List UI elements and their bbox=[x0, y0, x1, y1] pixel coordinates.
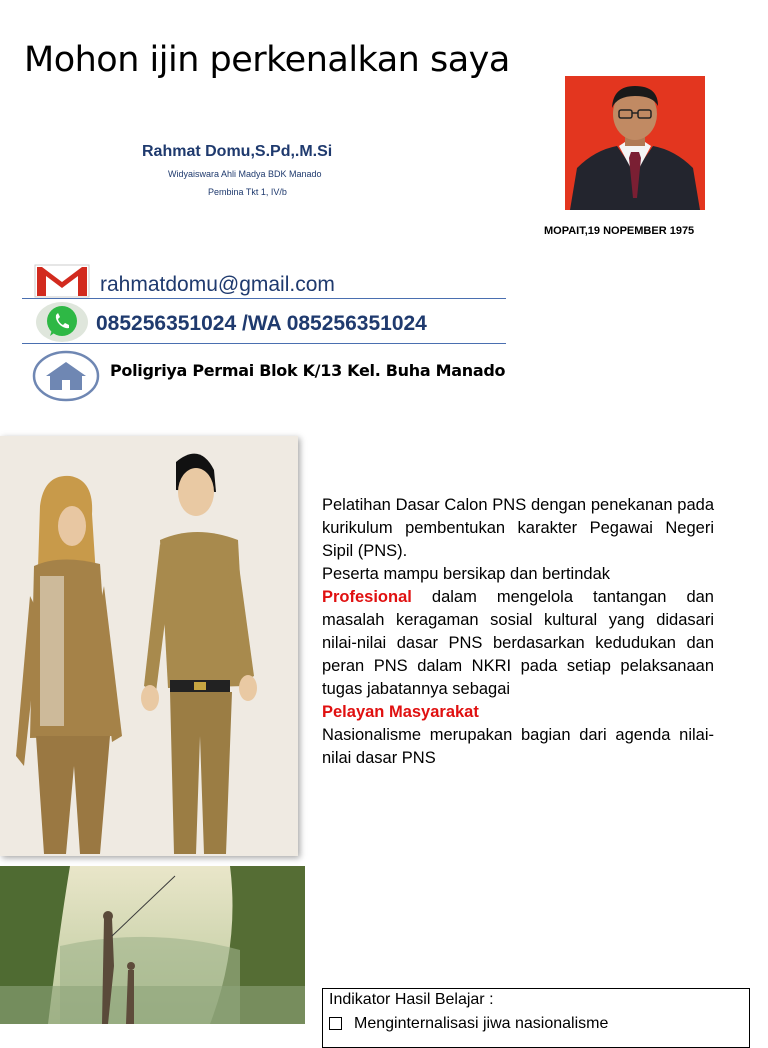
presenter-name: Rahmat Domu,S.Pd,.M.Si bbox=[142, 143, 333, 160]
highlight-profesional: Profesional bbox=[322, 588, 412, 606]
description-text bbox=[322, 494, 714, 770]
indikator-item bbox=[329, 1015, 743, 1033]
fishing-landscape-photo bbox=[0, 866, 305, 1024]
phone-text: 085256351024 /WA 085256351024 bbox=[96, 312, 427, 335]
paragraph-2-intro: Peserta mampu bersikap dan bertindak bbox=[322, 565, 610, 583]
presenter-rank: Pembina Tkt 1, IV/b bbox=[208, 187, 287, 197]
paragraph-2-body: dalam mengelola tantangan dan masalah keragaman sosial kultural yang didasari nilai-nilai dasar PNS berdasarkan kedudukan dan peran PNS dalam NKRI pada setiap pelaksanaan tugas jabatannya sebagai bbox=[322, 588, 714, 698]
birth-info: MOPAIT,19 NOPEMBER 1975 bbox=[544, 225, 695, 237]
page-title: Mohon ijin perkenalkan saya bbox=[24, 40, 510, 80]
divider bbox=[22, 298, 506, 299]
presenter-photo bbox=[565, 76, 705, 210]
divider bbox=[22, 343, 506, 344]
civil-servants-illustration bbox=[0, 436, 298, 856]
paragraph-3: Nasionalisme merupakan bagian dari agenda nilai-nilai dasar PNS bbox=[322, 726, 714, 767]
home-icon bbox=[32, 350, 100, 406]
learning-indicator-box bbox=[322, 988, 750, 1048]
whatsapp-icon bbox=[34, 300, 90, 348]
paragraph-1: Pelatihan Dasar Calon PNS dengan penekanan pada kurikulum pembentukan karakter Pegawai Negeri Sipil (PNS). bbox=[322, 496, 714, 560]
presenter-position: Widyaiswara Ahli Madya BDK Manado bbox=[168, 169, 322, 179]
indikator-item-text: Menginternalisasi jiwa nasionalisme bbox=[354, 1015, 609, 1032]
address-text: Poligriya Permai Blok K/13 Kel. Buha Manado bbox=[110, 361, 506, 380]
gmail-icon bbox=[34, 264, 90, 302]
highlight-pelayan: Pelayan Masyarakat bbox=[322, 703, 479, 721]
email-text: rahmatdomu@gmail.com bbox=[100, 273, 335, 296]
paragraph-2 bbox=[322, 563, 714, 724]
indikator-title: Indikator Hasil Belajar : bbox=[329, 991, 494, 1008]
